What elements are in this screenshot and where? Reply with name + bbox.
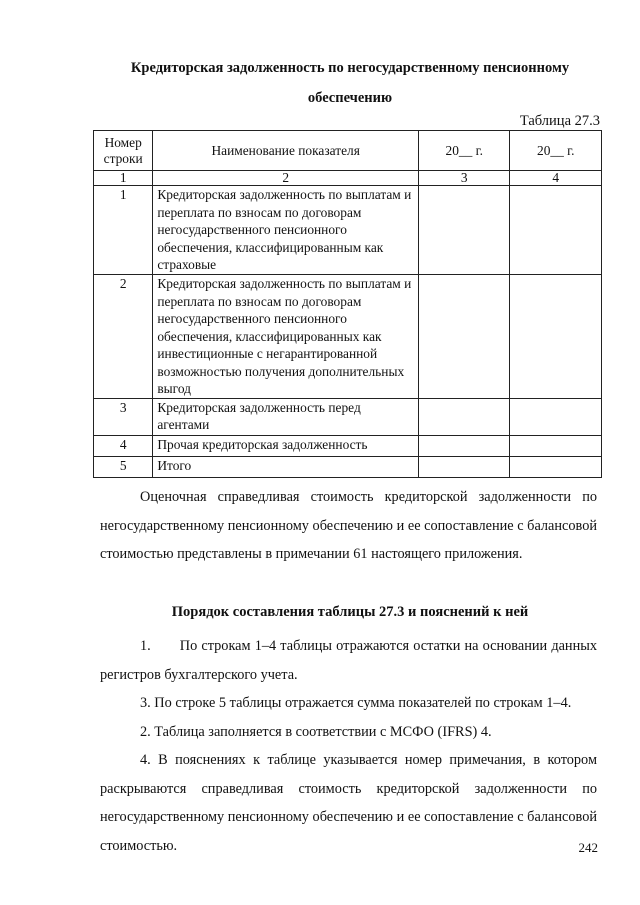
- payables-table: [93, 130, 602, 478]
- table-row: [94, 186, 602, 275]
- row-value-year-1: [419, 456, 510, 477]
- row-value-year-2: [510, 435, 602, 456]
- row-number: 3: [94, 398, 153, 435]
- table-header-row: [94, 131, 602, 171]
- instruction-item: 1. По строкам 1–4 таблицы отражаются остатки на основании данных регистров бухгалтерского учета.: [100, 638, 597, 683]
- row-indicator: Прочая кредиторская задолженность: [153, 435, 419, 456]
- row-indicator: Кредиторская задолженность по выплатам и переплата по взносам по договорам негосударственного пенсионного обеспечения, классифицированных как инвестиционные с негарантированной возможностью получения дополнительных выгод: [153, 275, 419, 399]
- row-value-year-1: [419, 435, 510, 456]
- row-value-year-2: [510, 398, 602, 435]
- column-index-row: [94, 171, 602, 186]
- row-value-year-2: [510, 456, 602, 477]
- row-value-year-1: [419, 275, 510, 399]
- header-row-number: Номер строки: [94, 131, 153, 171]
- row-indicator: Итого: [153, 456, 419, 477]
- column-index: 2: [153, 171, 419, 186]
- row-value-year-1: [419, 398, 510, 435]
- row-number: 4: [94, 435, 153, 456]
- row-number: 2: [94, 275, 153, 399]
- row-indicator: Кредиторская задолженность перед агентами: [153, 398, 419, 435]
- instruction-item: 2. Таблица заполняется в соответствии с МСФО (IFRS) 4.: [140, 723, 492, 740]
- fair-value-note: Оценочная справедливая стоимость кредиторской задолженности по негосударственному пенсионному обеспечению и ее сопоставление с балансовой стоимостью представлены в примечании 61 настоящего приложения.: [100, 489, 597, 562]
- document-title: Кредиторская задолженность по негосударственному пенсионному: [130, 60, 570, 76]
- document-title-continued: обеспечению: [307, 90, 393, 106]
- instructions-list: [100, 632, 597, 860]
- column-index: 3: [419, 171, 510, 186]
- table-row: [94, 456, 602, 477]
- column-index: 1: [94, 171, 153, 186]
- header-year-2: 20__ г.: [510, 131, 602, 171]
- column-index: 4: [510, 171, 602, 186]
- instruction-item: 4. В пояснениях к таблице указывается номер примечания, в котором раскрываются справедливая стоимость кредиторской задолженности по негосударственному пенсионному обеспечению и ее сопоставление с балансовой стоимостью.: [100, 752, 597, 854]
- instruction-item: 3. По строке 5 таблицы отражается сумма показателей по строкам 1–4.: [140, 695, 572, 711]
- row-value-year-2: [510, 275, 602, 399]
- table-row: [94, 398, 602, 435]
- table-row: [94, 435, 602, 456]
- header-indicator: Наименование показателя: [153, 131, 419, 171]
- row-number: 5: [94, 456, 153, 477]
- section-heading: Порядок составления таблицы 27.3 и пояснений к ней: [171, 604, 529, 620]
- row-value-year-2: [510, 186, 602, 275]
- note-paragraph: [100, 483, 597, 569]
- table-row: [94, 275, 602, 399]
- table-caption: Таблица 27.3: [519, 113, 600, 129]
- row-value-year-1: [419, 186, 510, 275]
- row-number: 1: [94, 186, 153, 275]
- page-number: 242: [578, 840, 598, 855]
- header-year-1: 20__ г.: [419, 131, 510, 171]
- row-indicator: Кредиторская задолженность по выплатам и переплата по взносам по договорам негосударственного пенсионного обеспечения, классифицированным как страховые: [153, 186, 419, 275]
